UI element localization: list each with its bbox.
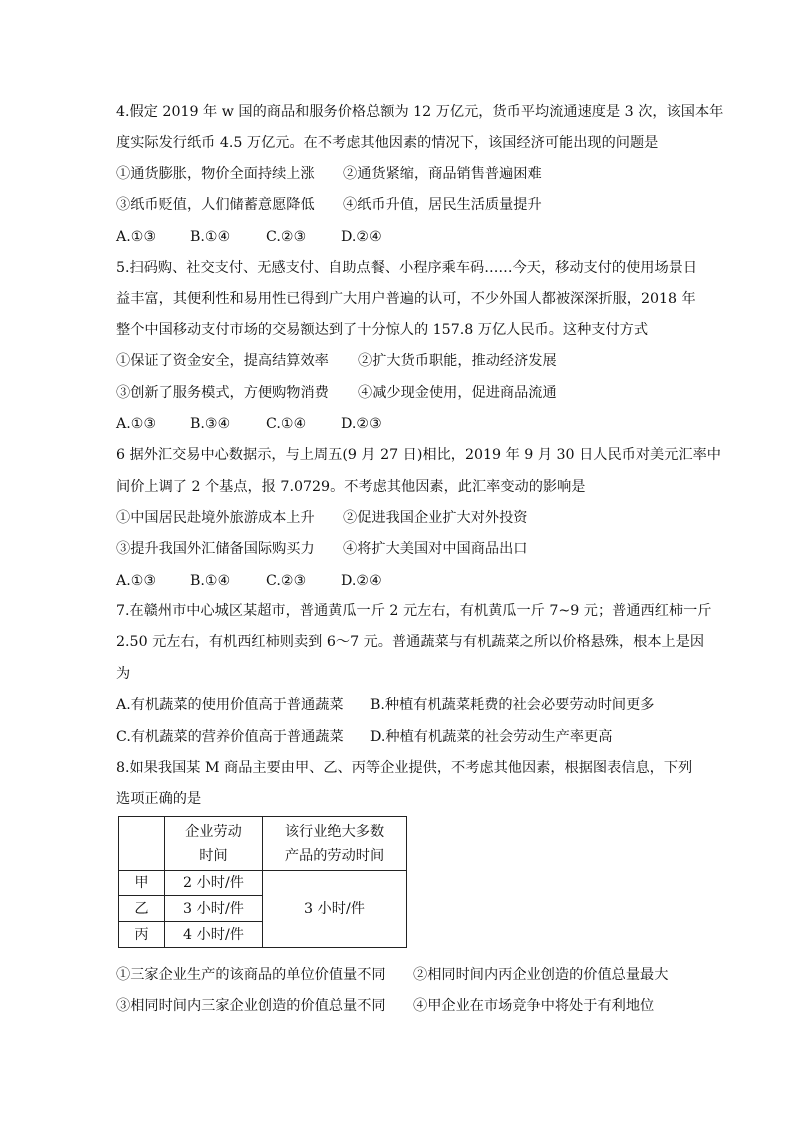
q4-choice-a: A.①③ bbox=[116, 229, 157, 245]
q4-option-2: ②通货紧缩，商品销售普遍困难 bbox=[343, 166, 542, 182]
q5-option-2: ②扩大货币职能，推动经济发展 bbox=[358, 353, 557, 369]
table-cell-enterprise-time: 3 小时/件 bbox=[165, 896, 263, 922]
q6-option-1: ①中国居民赴境外旅游成本上升 bbox=[116, 510, 315, 526]
q6-option-3: ③提升我国外汇储备国际购买力 bbox=[116, 541, 315, 557]
q5-option-1: ①保证了资金安全，提高结算效率 bbox=[116, 353, 329, 369]
table-corner-cell bbox=[119, 817, 165, 871]
q8-option-3: ③相同时间内三家企业创造的价值总量不同 bbox=[116, 998, 386, 1014]
q8-option-2: ②相同时间内丙企业创造的价值总量最大 bbox=[413, 967, 669, 983]
table-header-industry-time-line-1: 该行业绝大多数 bbox=[284, 823, 385, 840]
q5-stem-line-1: 5.扫码购、社交支付、无感支付、自助点餐、小程序乘车码……今天，移动支付的使用场景日 bbox=[116, 260, 698, 276]
table-cell-enterprise-name: 甲 bbox=[119, 871, 165, 896]
q7-option-a: A.有机蔬菜的使用价值高于普通蔬菜 bbox=[116, 697, 344, 713]
q4-stem-line-1: 4.假定 2019 年 w 国的商品和服务价格总额为 12 万亿元，货币平均流通速度是 3 次，该国本年 bbox=[116, 104, 724, 120]
labor-time-table bbox=[118, 816, 407, 948]
q5-choice-c: C.①④ bbox=[266, 416, 307, 432]
q8-stem-line-1: 8.如果我国某 M 商品主要由甲、乙、丙等企业提供，不考虑其他因素，根据图表信息，下列 bbox=[116, 760, 693, 776]
q8-option-1: ①三家企业生产的该商品的单位价值量不同 bbox=[116, 967, 386, 983]
table-header-industry-time-line-2: 产品的劳动时间 bbox=[284, 847, 385, 864]
q7-option-b: B.种植有机蔬菜耗费的社会必要劳动时间更多 bbox=[370, 697, 655, 713]
q4-choice-b: B.①④ bbox=[190, 229, 231, 245]
q5-choice-d: D.②③ bbox=[341, 416, 382, 432]
q7-stem-line-2: 2.50 元左右，有机西红柿则卖到 6～7 元。普通蔬菜与有机蔬菜之所以价格悬殊，根本上是因 bbox=[116, 634, 705, 650]
q7-stem-line-1: 7.在赣州市中心城区某超市，普通黄瓜一斤 2 元左右，有机黄瓜一斤 7~9 元；普通西红柿一斤 bbox=[116, 603, 712, 619]
q7-stem-line-3: 为 bbox=[116, 666, 131, 682]
q4-choice-d: D.②④ bbox=[341, 229, 382, 245]
table-cell-enterprise-time: 4 小时/件 bbox=[165, 922, 263, 948]
table-header-enterprise-time-line-2: 时间 bbox=[199, 847, 228, 864]
table-header-industry-time bbox=[263, 817, 407, 871]
q5-choice-a: A.①③ bbox=[116, 416, 157, 432]
q4-option-3: ③纸币贬值，人们储蓄意愿降低 bbox=[116, 197, 315, 213]
q5-stem-line-2: 益丰富，其便利性和易用性已得到广大用户普遍的认可，不少外国人都被深深折服，2018 年 bbox=[116, 291, 696, 307]
q4-option-4: ④纸币升值，居民生活质量提升 bbox=[343, 197, 542, 213]
q6-choice-b: B.①④ bbox=[190, 573, 231, 589]
table-header-enterprise-time-line-1: 企业劳动 bbox=[185, 823, 242, 840]
q5-option-3: ③创新了服务模式，方便购物消费 bbox=[116, 385, 329, 401]
table-cell-enterprise-name: 乙 bbox=[119, 896, 165, 922]
table-row bbox=[119, 871, 407, 896]
q5-choice-b: B.③④ bbox=[190, 416, 231, 432]
q7-option-c: C.有机蔬菜的营养价值高于普通蔬菜 bbox=[116, 729, 344, 745]
q6-option-2: ②促进我国企业扩大对外投资 bbox=[343, 510, 528, 526]
q4-option-1: ①通货膨胀，物价全面持续上涨 bbox=[116, 166, 315, 182]
q6-choice-a: A.①③ bbox=[116, 573, 157, 589]
q6-stem-line-1: 6 据外汇交易中心数据示，与上周五(9 月 27 日)相比，2019 年 9 月 30 日人民币对美元汇率中 bbox=[116, 447, 721, 463]
q8-option-4: ④甲企业在市场竞争中将处于有利地位 bbox=[413, 998, 655, 1014]
table-cell-industry-time: 3 小时/件 bbox=[263, 871, 407, 948]
q4-choice-c: C.②③ bbox=[266, 229, 307, 245]
q6-stem-line-2: 间价上调了 2 个基点，报 7.0729。不考虑其他因素，此汇率变动的影响是 bbox=[116, 479, 586, 495]
q6-choice-d: D.②④ bbox=[341, 573, 382, 589]
q4-stem-line-2: 度实际发行纸币 4.5 万亿元。在不考虑其他因素的情况下，该国经济可能出现的问题是 bbox=[116, 135, 659, 151]
q5-stem-line-3: 整个中国移动支付市场的交易额达到了十分惊人的 157.8 万亿人民币。这种支付方式 bbox=[116, 322, 649, 338]
table-cell-enterprise-time: 2 小时/件 bbox=[165, 871, 263, 896]
table-cell-enterprise-name: 丙 bbox=[119, 922, 165, 948]
q8-stem-line-2: 选项正确的是 bbox=[116, 791, 202, 807]
q6-option-4: ④将扩大美国对中国商品出口 bbox=[343, 541, 528, 557]
q5-option-4: ④减少现金使用，促进商品流通 bbox=[358, 385, 557, 401]
q6-choice-c: C.②③ bbox=[266, 573, 307, 589]
q7-option-d: D.种植有机蔬菜的社会劳动生产率更高 bbox=[370, 729, 613, 745]
table-header-enterprise-time bbox=[165, 817, 263, 871]
